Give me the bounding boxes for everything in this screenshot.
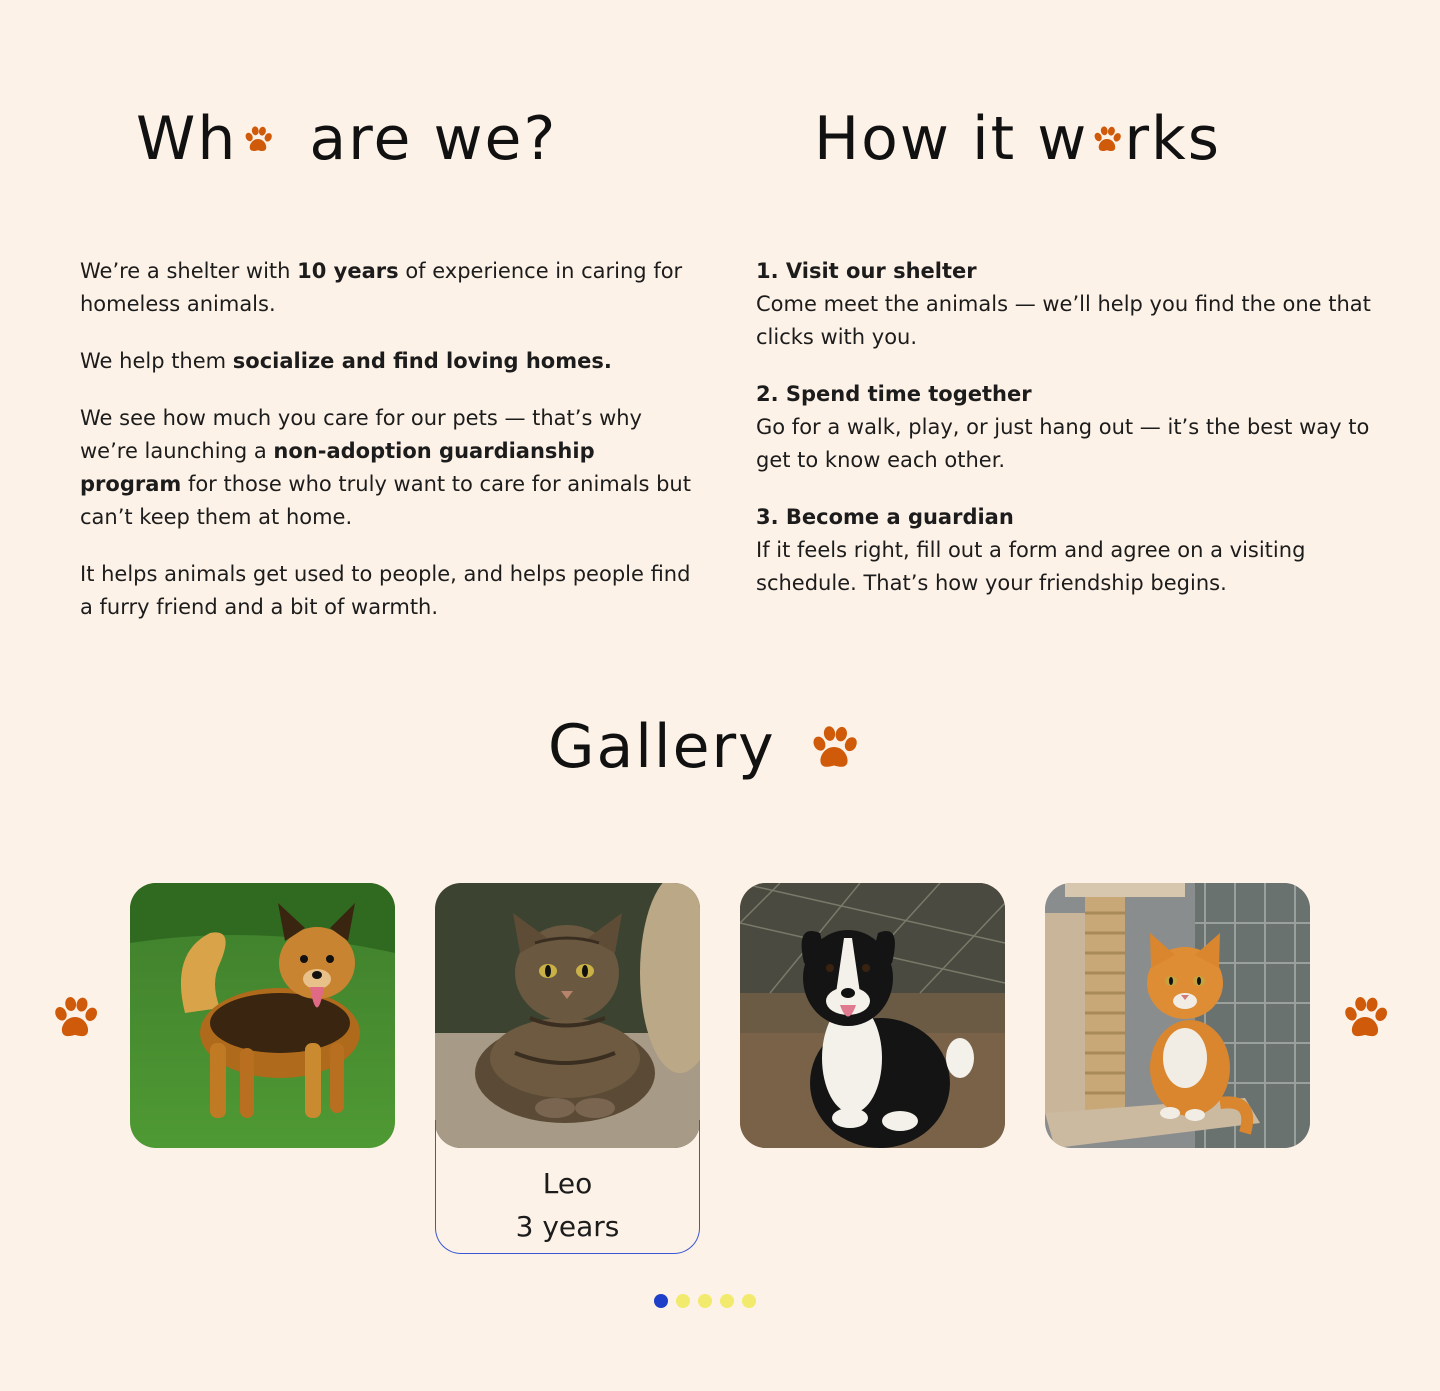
- who-are-we-title: [136, 104, 557, 174]
- dog-photo: [740, 883, 1005, 1148]
- active-card-caption: [435, 1120, 700, 1254]
- how-it-works-title: [814, 104, 1221, 174]
- pet-age: 3 years: [515, 1210, 620, 1243]
- step-3: [756, 501, 1376, 600]
- gallery-pagination: [654, 1294, 756, 1308]
- gallery-card-dog-grass[interactable]: [130, 883, 395, 1148]
- gallery-title: [548, 712, 862, 782]
- dog-photo: [130, 883, 395, 1148]
- paw-icon: [1090, 122, 1124, 156]
- pagination-dot-1[interactable]: [654, 1294, 668, 1308]
- paw-icon: [241, 122, 275, 156]
- who-paragraph-2: We help them socialize and find loving homes.: [80, 349, 612, 373]
- how-title-part2: rks: [1124, 104, 1221, 174]
- gallery-next-button[interactable]: [1338, 990, 1392, 1044]
- pet-name: Leo: [542, 1167, 593, 1200]
- cat-photo: [435, 883, 700, 1148]
- gallery-card-dog-bw[interactable]: [740, 883, 1005, 1148]
- pagination-dot-4[interactable]: [720, 1294, 734, 1308]
- gallery-card-cat-orange[interactable]: [1045, 883, 1310, 1148]
- pagination-dot-2[interactable]: [676, 1294, 690, 1308]
- gallery-prev-button[interactable]: [48, 990, 102, 1044]
- step-3-title: 3. Become a guardian: [756, 505, 1014, 529]
- gallery-title-text: Gallery: [548, 712, 776, 782]
- who-paragraph-1: We’re a shelter with 10 years of experience in caring for homeless animals.: [80, 259, 683, 316]
- how-it-works-steps: [756, 255, 1376, 624]
- who-title-part1: Wh: [136, 104, 238, 174]
- how-title-part1: How it w: [814, 104, 1089, 174]
- paw-icon: [806, 719, 862, 775]
- gallery-card-cat-leo[interactable]: [435, 883, 700, 1148]
- who-paragraph-4: It helps animals get used to people, and helps people find a furry friend and a bit of warmth.: [80, 562, 691, 619]
- step-3-text: If it feels right, fill out a form and agree on a visiting schedule. That’s how your friendship begins.: [756, 538, 1306, 595]
- step-2-title: 2. Spend time together: [756, 382, 1032, 406]
- who-are-we-text: [80, 255, 700, 648]
- paw-prev-icon: [48, 990, 102, 1044]
- step-1-text: Come meet the animals — we’ll help you find the one that clicks with you.: [756, 292, 1371, 349]
- pagination-dot-3[interactable]: [698, 1294, 712, 1308]
- step-1: [756, 255, 1376, 354]
- cat-photo: [1045, 883, 1310, 1148]
- paw-next-icon: [1338, 990, 1392, 1044]
- step-1-title: 1. Visit our shelter: [756, 259, 977, 283]
- who-title-part2: are we?: [309, 104, 558, 174]
- pagination-dot-5[interactable]: [742, 1294, 756, 1308]
- step-2-text: Go for a walk, play, or just hang out — it’s the best way to get to know each other.: [756, 415, 1370, 472]
- who-paragraph-3: We see how much you care for our pets — that’s why we’re launching a non-adoption guardianship program for those who truly want to care for animals but can’t keep them at home.: [80, 406, 691, 529]
- step-2: [756, 378, 1376, 477]
